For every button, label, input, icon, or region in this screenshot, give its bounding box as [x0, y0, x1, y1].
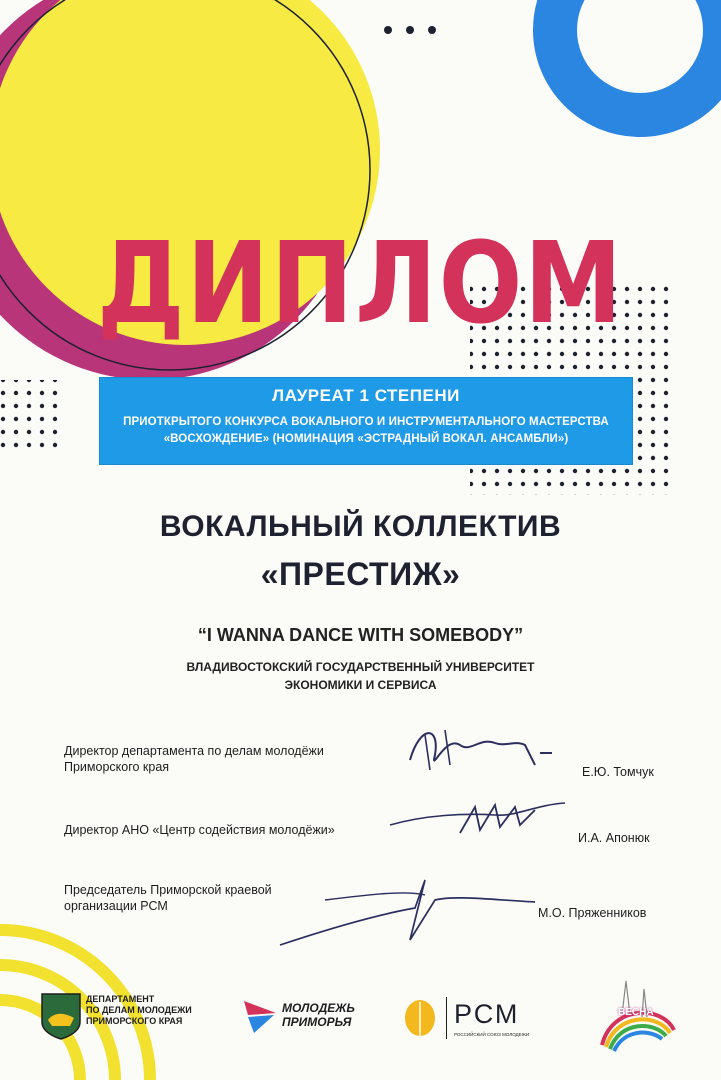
- rsm-divider: [446, 997, 447, 1039]
- department-logo-line2: ПО ДЕЛАМ МОЛОДЕЖИ: [86, 1005, 192, 1015]
- vesna-logo-text: ВЕСНА: [618, 1007, 654, 1018]
- diploma-title: ДИПЛОМ: [96, 219, 624, 349]
- signatory-2-name: И.А. Апонюк: [578, 831, 650, 845]
- signatory-3-role-line1: Председатель Приморской краевой: [64, 883, 272, 897]
- signatory-1-role: [64, 743, 324, 775]
- blue-ring: [555, 0, 721, 115]
- rsm-logo-subtitle: РОССИЙСКИЙ СОЮЗ МОЛОДЕЖИ: [454, 1032, 530, 1037]
- signatory-1-role-line1: Директор департамента по делам молодёжи: [64, 744, 324, 758]
- youth-swoosh-icon: [240, 995, 280, 1035]
- rsm-logo-text: РСМ: [454, 999, 520, 1029]
- rsm-leaf-icon: [400, 998, 440, 1038]
- department-logo-line3: ПРИМОРСКОГО КРАЯ: [86, 1016, 183, 1026]
- contest-name-line2: «ВОСХОЖДЕНИЕ» (НОМИНАЦИЯ «ЭСТРАДНЫЙ ВОКАЛ. АНСАМБЛИ»): [163, 433, 569, 445]
- signatory-3-role-line2: организации РСМ: [64, 899, 168, 913]
- department-logo-line1: ДЕПАРТАМЕНТ: [86, 994, 155, 1004]
- dot-3: [428, 26, 436, 34]
- university-line2: ЭКОНОМИКИ И СЕРВИСА: [284, 678, 437, 692]
- university-line1: ВЛАДИВОСТОКСКИЙ ГОСУДАРСТВЕННЫЙ УНИВЕРСИТЕТ: [186, 660, 535, 674]
- signatory-3-name: М.О. Пряженников: [538, 906, 647, 920]
- department-emblem-icon: [40, 992, 82, 1040]
- youth-primorye-logo: [240, 995, 370, 1040]
- vesna-logo: [592, 975, 682, 1055]
- signature-3: [265, 860, 545, 960]
- signatory-1-name: Е.Ю. Томчук: [582, 765, 654, 779]
- laureate-banner: [100, 378, 632, 464]
- department-logo: [40, 992, 200, 1042]
- recipient-line2: «ПРЕСТИЖ»: [260, 556, 461, 592]
- dot-grid-left: [0, 380, 60, 455]
- laureate-rank: ЛАУРЕАТ 1 СТЕПЕНИ: [272, 386, 460, 405]
- song-title: “I WANNA DANCE WITH SOMEBODY”: [197, 625, 524, 645]
- rsm-logo: [400, 995, 550, 1045]
- dot-2: [406, 26, 414, 34]
- signature-1: [400, 715, 560, 785]
- dot-1: [384, 26, 392, 34]
- contest-name-line1: ПРИОТКРЫТОГО КОНКУРСА ВОКАЛЬНОГО И ИНСТРУМЕНТАЛЬНОГО МАСТЕРСТВА: [123, 416, 609, 428]
- signatory-2-role: [64, 822, 335, 838]
- youth-logo-line2: ПРИМОРЬЯ: [282, 1015, 352, 1029]
- signatory-3-role: [64, 882, 272, 914]
- signature-2: [385, 795, 575, 845]
- recipient-line1: ВОКАЛЬНЫЙ КОЛЛЕКТИВ: [159, 510, 562, 543]
- signatory-2-role-line1: Директор АНО «Центр содействия молодёжи»: [64, 823, 335, 837]
- youth-logo-line1: МОЛОДЕЖЬ: [282, 1001, 355, 1015]
- signatory-1-role-line2: Приморского края: [64, 760, 170, 774]
